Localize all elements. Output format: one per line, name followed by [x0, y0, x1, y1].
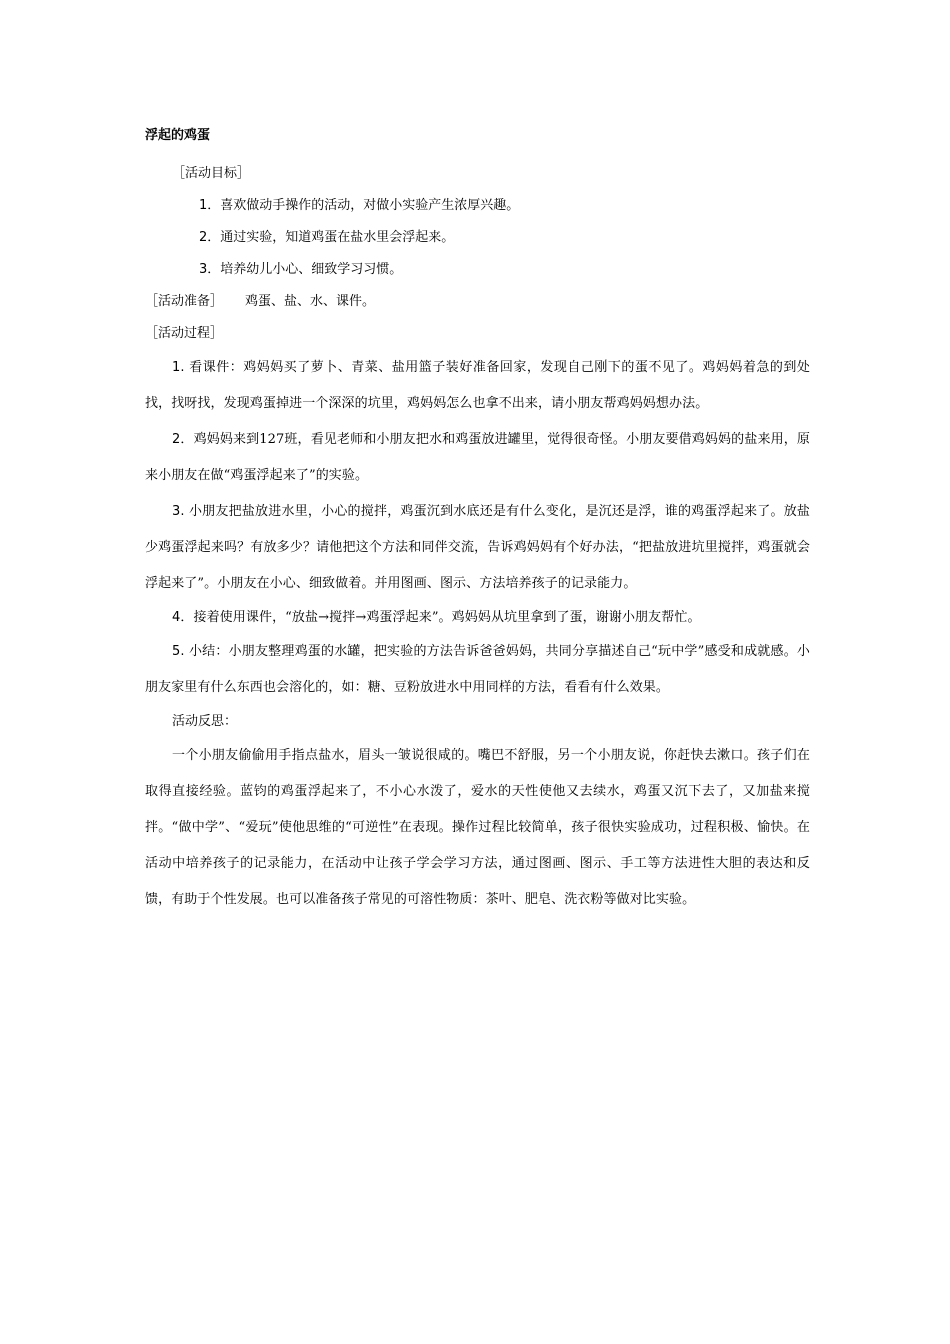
- step-number: 1.: [172, 360, 185, 375]
- process-heading: ［活动过程］: [145, 326, 224, 341]
- preparation-line: [145, 286, 810, 318]
- goal-item-2: [172, 230, 454, 245]
- reflection-heading: 活动反思：: [172, 714, 238, 729]
- reflection-text: 一个小朋友偷偷用手指点盐水，眉头一皱说很咸的。嘴巴不舒服，另一个小朋友说，你赶快去漱口。孩子们在取得直接经验。蓝钧的鸡蛋浮起来了，不小心水泼了，爱水的天性使他又去续水，鸡蛋又沉下去了，又加盐来搅拌。“做中学”、“爱玩”使他思维的“可逆性”在表现。操作过程比较简单，孩子很快实验成功，过程积极、愉快。在活动中培养孩子的记录能力，在活动中让孩子学会学习方法，通过图画、图示、手工等方法进性大胆的表达和反馈，有助于个性发展。也可以准备孩子常见的可溶性物质：茶叶、肥皂、洗衣粉等做对比实验。: [145, 748, 810, 907]
- step-number: 3.: [172, 504, 185, 519]
- goal-item: [145, 222, 810, 254]
- goal-text: 喜欢做动手操作的活动，对做小实验产生浓厚兴趣。: [220, 198, 520, 213]
- process-step-5: [145, 634, 810, 706]
- document-title: 浮起的鸡蛋: [145, 128, 211, 143]
- preparation-heading: ［活动准备］: [145, 294, 224, 309]
- goal-text: 培养幼儿小心、细致学习习惯。: [220, 262, 403, 277]
- goal-item-3: [172, 262, 402, 277]
- goal-number: 2．: [199, 230, 221, 245]
- document-body: [145, 126, 810, 918]
- goals-heading: ［活动目标］: [172, 166, 251, 181]
- step-number: 4．: [172, 610, 194, 625]
- step-number: 5.: [172, 644, 185, 659]
- goal-text: 通过实验，知道鸡蛋在盐水里会浮起来。: [220, 230, 455, 245]
- process-step-1: [145, 350, 810, 422]
- process-step-4: [145, 602, 810, 634]
- goal-item: [145, 254, 810, 286]
- process-step-2: [145, 422, 810, 494]
- step-number: 2．: [172, 432, 194, 447]
- step-text: 小朋友把盐放进水里，小心的搅拌，鸡蛋沉到水底还是有什么变化，是沉还是浮，谁的鸡蛋浮起来了。放盐少鸡蛋浮起来吗？有放多少？请他把这个方法和同伴交流，告诉鸡妈妈有个好办法，“把盐放进坑里搅拌，鸡蛋就会浮起来了”。小朋友在小心、细致做着。并用图画、图示、方法培养孩子的记录能力。: [145, 504, 811, 591]
- step-text: 接着使用课件，“放盐→搅拌→鸡蛋浮起来”。鸡妈妈从坑里拿到了蛋，谢谢小朋友帮忙。: [193, 610, 701, 625]
- step-text: 小结：小朋友整理鸡蛋的水罐，把实验的方法告诉爸爸妈妈，共同分享描述自己“玩中学”感受和成就感。小朋友家里有什么东西也会溶化的，如：糖、豆粉放进水中用同样的方法，看看有什么效果。: [145, 644, 811, 695]
- goal-item-1: [172, 198, 519, 213]
- step-text: 鸡妈妈来到127班，看见老师和小朋友把水和鸡蛋放进罐里，觉得很奇怪。小朋友要借鸡妈妈的盐来用，原来小朋友在做“鸡蛋浮起来了”的实验。: [145, 432, 810, 483]
- process-step-3: [145, 494, 810, 602]
- step-text: 看课件：鸡妈妈买了萝卜、青菜、盐用篮子装好准备回家，发现自己刚下的蛋不见了。鸡妈妈着急的到处找，找呀找，发现鸡蛋掉进一个深深的坑里，鸡妈妈怎么也拿不出来，请小朋友帮鸡妈妈想办法。: [145, 360, 810, 411]
- goal-item: [145, 190, 810, 222]
- goal-number: 1．: [199, 198, 221, 213]
- goal-number: 3．: [199, 262, 221, 277]
- preparation-text: 鸡蛋、盐、水、课件。: [245, 294, 376, 309]
